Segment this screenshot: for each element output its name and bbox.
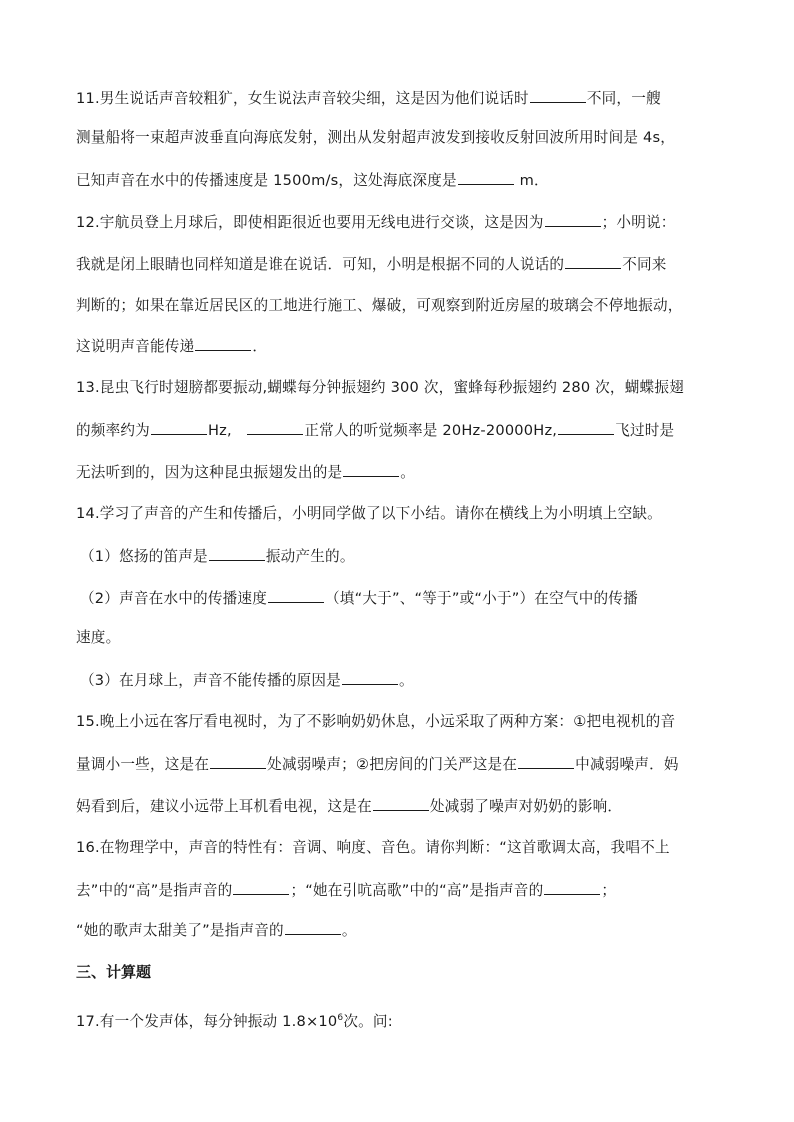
q15-text: 量调小一些，这是在	[76, 756, 210, 773]
q13-text: 正常人的听觉频率是 20Hz-20000Hz,	[304, 422, 558, 439]
q13-text: 的频率约为	[76, 422, 150, 439]
q12-text: 判断的；如果在靠近居民区的工地进行施工、爆破，可观察到附近房屋的玻璃会不停地振动，	[76, 297, 683, 314]
q14-sub-3	[80, 670, 724, 691]
q15-text: 处减弱了噪声对奶奶的影响．	[429, 798, 623, 815]
answer-blank[interactable]	[342, 670, 398, 685]
q16-text: ；“她在引吭高歌”中的“高”是指声音的	[290, 882, 544, 899]
q14-sub-2-cont	[76, 628, 724, 648]
q12-text: 这说明声音能传递	[76, 338, 195, 355]
q11-text: 不同，一艘	[586, 90, 661, 107]
q17-text: 17.有一个发声体，每分钟振动 1.8×10	[76, 1013, 338, 1030]
q15-text: 妈看到后，建议小远带上耳机看电视，这是在	[76, 798, 372, 815]
q15-line-2	[76, 754, 724, 775]
answer-blank[interactable]	[545, 212, 601, 227]
q13-line-3	[76, 462, 724, 483]
answer-blank[interactable]	[530, 88, 586, 103]
answer-blank[interactable]	[247, 420, 303, 435]
q14-line-1	[76, 504, 724, 524]
answer-blank[interactable]	[558, 420, 614, 435]
q13-text: 13.昆虫飞行时翅膀都要振动,蝴蝶每分钟振翅约 300 次，蜜蜂每秒振翅约 280 次，蝴蝶振翅	[76, 379, 684, 396]
q13-line-1	[76, 378, 724, 398]
q14-text: 。	[398, 672, 414, 689]
answer-blank[interactable]	[565, 254, 621, 269]
q15-text: 处减弱噪声；②把房间的门关严这是在	[267, 756, 518, 773]
q14-text: （3）在月球上，声音不能传播的原因是	[80, 672, 341, 689]
q13-text: 飞过时是	[615, 422, 675, 439]
q11-text: m．	[514, 172, 549, 189]
q14-sub-2	[80, 588, 724, 609]
q15-line-3	[76, 796, 724, 817]
q11-line-3	[76, 170, 724, 191]
answer-blank[interactable]	[210, 754, 266, 769]
q12-text: 不同来	[622, 256, 667, 273]
q16-text: ；	[601, 882, 617, 899]
q15-line-1	[76, 712, 724, 732]
answer-blank[interactable]	[285, 920, 341, 935]
q14-sub-1	[80, 546, 724, 567]
answer-blank[interactable]	[195, 336, 251, 351]
q13-text: Hz,	[207, 422, 232, 439]
q15-text: 中减弱噪声．妈	[575, 756, 679, 773]
q14-text: 速度。	[76, 629, 121, 646]
q12-text: ；小明说：	[601, 214, 676, 231]
q11-text: 11.男生说话声音较粗犷，女生说法声音较尖细，这是因为他们说话时	[76, 90, 529, 107]
q14-text: （填“大于”、“等于”或“小于”）在空气中的传播	[325, 590, 638, 607]
q17-line-1	[76, 1012, 724, 1032]
answer-blank[interactable]	[209, 546, 265, 561]
answer-blank[interactable]	[268, 588, 324, 603]
q16-line-2	[76, 880, 724, 901]
q16-text: 去”中的“高”是指声音的	[76, 882, 233, 899]
q13-text: 无法听到的，因为这种昆虫振翅发出的是	[76, 464, 343, 481]
q16-text: “她的歌声太甜美了”是指声音的	[76, 922, 284, 939]
q12-text: ．	[252, 338, 268, 355]
answer-blank[interactable]	[518, 754, 574, 769]
q12-line-4	[76, 336, 724, 357]
q12-text: 我就是闭上眼睛也同样知道是谁在说话．可知，小明是根据不同的人说话的	[76, 256, 565, 273]
q12-line-3	[76, 296, 724, 316]
answer-blank[interactable]	[151, 420, 207, 435]
q16-line-1	[76, 838, 724, 858]
q15-text: 15.晚上小远在客厅看电视时，为了不影响奶奶休息，小远采取了两种方案：①把电视机的音	[76, 713, 676, 730]
q11-line-2	[76, 128, 724, 148]
q14-text: 14.学习了声音的产生和传播后，小明同学做了以下小结。请你在横线上为小明填上空缺。	[76, 505, 662, 522]
q14-text: （2）声音在水中的传播速度	[80, 590, 268, 607]
q13-text: 。	[400, 464, 416, 481]
answer-blank[interactable]	[458, 170, 514, 185]
q14-text: （1）悠扬的笛声是	[80, 548, 208, 565]
section-heading: 三、计算题	[76, 963, 152, 981]
answer-blank[interactable]	[544, 880, 600, 895]
q12-line-1	[76, 212, 724, 233]
q11-line-1	[76, 88, 724, 109]
q13-line-2	[76, 420, 724, 441]
q16-text: 。	[341, 922, 357, 939]
q12-line-2	[76, 254, 724, 275]
q16-line-3	[76, 920, 724, 941]
q12-text: 12.宇航员登上月球后，即使相距很近也要用无线电进行交谈，这是因为	[76, 214, 544, 231]
answer-blank[interactable]	[343, 462, 399, 477]
q11-text: 测量船将一束超声波垂直向海底发射，测出从发射超声波发到接收反射回波所用时间是 4s，	[76, 129, 676, 146]
q11-text: 已知声音在水中的传播速度是 1500m/s，这处海底深度是	[76, 172, 457, 189]
q14-text: 振动产生的。	[265, 548, 355, 565]
exponent: 6	[337, 1013, 344, 1024]
answer-blank[interactable]	[233, 880, 289, 895]
q16-text: 16.在物理学中，声音的特性有：音调、响度、音色。请你判断：“这首歌调太高，我唱不上	[76, 839, 670, 856]
q17-text: 次。问:	[343, 1013, 393, 1030]
answer-blank[interactable]	[373, 796, 429, 811]
